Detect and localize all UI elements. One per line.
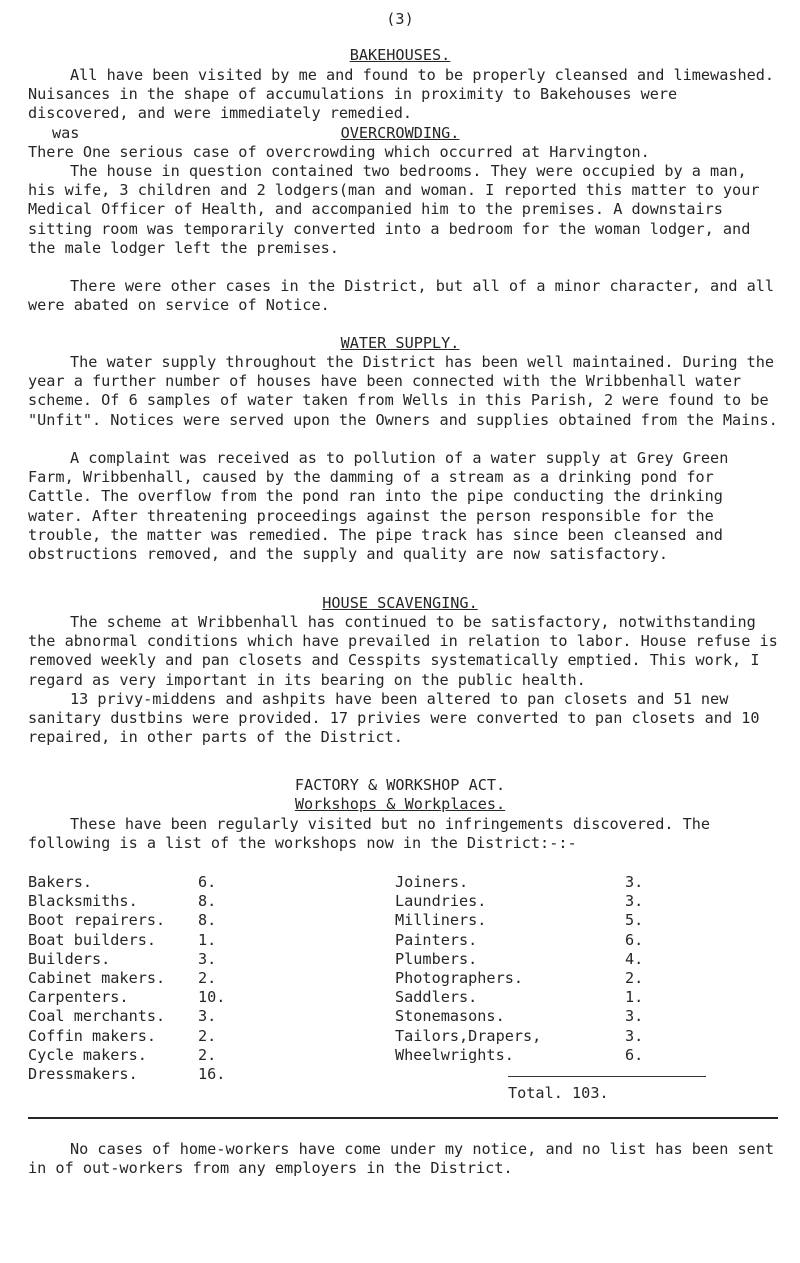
trade-count: 8.: [198, 892, 217, 911]
house-scavenging-p1: The scheme at Wribbenhall has continued to be satisfactory, notwithstanding the abnormal conditions which have prevailed in relation to labor. House refuse is removed weekly and pan closets and Cesspits systematically emptied. This work, I regard as very important in its bearing on the public health.: [28, 613, 778, 689]
workshop-row: [28, 931, 228, 950]
workshop-row: [395, 1007, 655, 1026]
trade-count: 6.: [625, 1045, 644, 1064]
water-supply-p2: A complaint was received as to pollution of a water supply at Grey Green Farm, Wribbenhall, caused by the damming of a stream as a drinking pond for Cattle. The overflow from the pond ran into the pipe conducting the drinking water. After threatening proceedings against the person responsible for the trouble, the matter was remedied. The pipe track has since been cleansed and obstructions removed, and the supply and quality are now satisfactory.: [28, 449, 729, 564]
bakehouses-text: All have been visited by me and found to be properly cleansed and limewashed. Nuisances in the shape of accumulations in proximity to Bakehouses were discovered, and were immediately remedied.: [28, 66, 775, 123]
trade-name: Blacksmiths.: [28, 892, 138, 911]
trade-name: Photographers.: [395, 968, 524, 987]
trade-count: 2.: [625, 968, 644, 987]
bakehouses-heading: BAKEHOUSES.: [349, 46, 451, 64]
workshop-row: [28, 892, 228, 911]
trade-name: Coal merchants.: [28, 1007, 166, 1026]
homeworkers-text: No cases of home-workers have come under my notice, and no list has been sent in of out-workers from any employers in the District.: [28, 1140, 775, 1178]
water-supply-heading: WATER SUPPLY.: [340, 334, 460, 352]
factory-act-heading: FACTORY & WORKSHOP ACT.: [294, 776, 506, 794]
workshop-row: [28, 1007, 228, 1026]
overcrowding-p2: The house in question contained two bedrooms. They were occupied by a man, his wife, 3 children and 2 lodgers(man and woman. I reported this matter to your Medical Officer of Health, and accompanied him to the premises. A downstairs sitting room was temporarily converted into a bedroom for the woman lodger, and the male lodger left the premises.: [28, 162, 760, 257]
workshop-row: [28, 1065, 228, 1084]
house-scavenging-p2: 13 privy-middens and ashpits have been altered to pan closets and 51 new sanitary dustbins were provided. 17 privies were converted to pan closets and 10 repaired, in other parts of the District.: [28, 690, 760, 747]
overcrowding-was-label: was: [52, 124, 80, 142]
workshop-row: [395, 931, 655, 950]
workshop-row: [28, 950, 228, 969]
workshop-row: [395, 988, 655, 1007]
trade-count: 2.: [198, 968, 217, 987]
workshop-row: [395, 1027, 655, 1046]
workshop-row: [28, 988, 228, 1007]
trade-name: Boat builders.: [28, 930, 157, 949]
workshop-row: [395, 950, 655, 969]
trade-name: Cycle makers.: [28, 1045, 147, 1064]
water-supply-p1: The water supply throughout the District has been well maintained. During the year a further number of houses have been connected with the Wribbenhall water scheme. Of 6 samples of water taken from Wells in this Parish, 2 were found to be "Unfit". Notices were served upon the Owners and supplies obtained from the Mains.: [28, 353, 778, 429]
trade-name: Joiners.: [395, 873, 469, 891]
workshop-row: [28, 873, 228, 892]
workshop-row: [28, 911, 228, 930]
trade-name: Carpenters.: [28, 988, 129, 1007]
trade-count: 1.: [625, 988, 644, 1007]
trade-count: 1.: [198, 930, 217, 949]
trade-count: 2.: [198, 1045, 217, 1064]
overcrowding-p1: There One serious case of overcrowding which occurred at Harvington.: [28, 143, 650, 161]
overcrowding-p3: There were other cases in the District, but all of a minor character, and all were abated on service of Notice.: [28, 277, 775, 315]
trade-name: Saddlers.: [395, 988, 478, 1007]
trade-count: 3.: [625, 1007, 644, 1026]
workshops-list-right: [395, 873, 655, 1065]
trade-count: 6.: [625, 930, 644, 949]
total-divider: [508, 1076, 706, 1077]
trade-name: Builders.: [28, 949, 111, 968]
workshops-total: [508, 1084, 609, 1103]
trade-count: 3.: [625, 892, 644, 911]
trade-name: Coffin makers.: [28, 1026, 157, 1045]
workshop-row: [395, 911, 655, 930]
trade-count: 3.: [625, 873, 644, 891]
total-value: 103.: [572, 1084, 609, 1102]
workshop-row: [28, 1046, 228, 1065]
trade-count: 3.: [198, 949, 217, 968]
trade-name: Stonemasons.: [395, 1007, 505, 1026]
total-label: Total.: [508, 1084, 563, 1102]
overcrowding-heading: OVERCROWDING.: [340, 124, 460, 142]
trade-name: Laundries.: [395, 892, 487, 911]
trade-name: Wheelwrights.: [395, 1045, 514, 1064]
workshop-row: [395, 873, 655, 892]
trade-count: 3.: [625, 1026, 644, 1045]
workshops-subheading: Workshops & Workplaces.: [294, 795, 506, 813]
trade-count: 16.: [198, 1064, 226, 1083]
section-divider: [28, 1117, 778, 1119]
workshop-row: [28, 969, 228, 988]
workshop-row: [28, 1027, 228, 1046]
trade-name: Plumbers.: [395, 949, 478, 968]
trade-name: Boot repairers.: [28, 911, 166, 930]
workshops-intro: These have been regularly visited but no infringements discovered. The following is a list of the workshops now in the District:-:-: [28, 815, 711, 853]
trade-count: 2.: [198, 1026, 217, 1045]
trade-count: 3.: [198, 1007, 217, 1026]
trade-name: Bakers.: [28, 873, 93, 891]
workshops-list-left: [28, 873, 228, 1084]
trade-name: Milliners.: [395, 911, 487, 930]
house-scavenging-heading: HOUSE SCAVENGING.: [322, 594, 478, 612]
trade-count: 10.: [198, 988, 226, 1007]
trade-name: Tailors,Drapers,: [395, 1026, 542, 1045]
trade-name: Dressmakers.: [28, 1064, 138, 1083]
trade-count: 6.: [198, 873, 217, 891]
workshop-row: [395, 1046, 655, 1065]
trade-count: 5.: [625, 911, 644, 930]
trade-count: 8.: [198, 911, 217, 930]
trade-name: Painters.: [395, 930, 478, 949]
workshop-row: [395, 892, 655, 911]
trade-name: Cabinet makers.: [28, 968, 166, 987]
page-number: (3): [386, 10, 414, 28]
trade-count: 4.: [625, 949, 644, 968]
workshop-row: [395, 969, 655, 988]
